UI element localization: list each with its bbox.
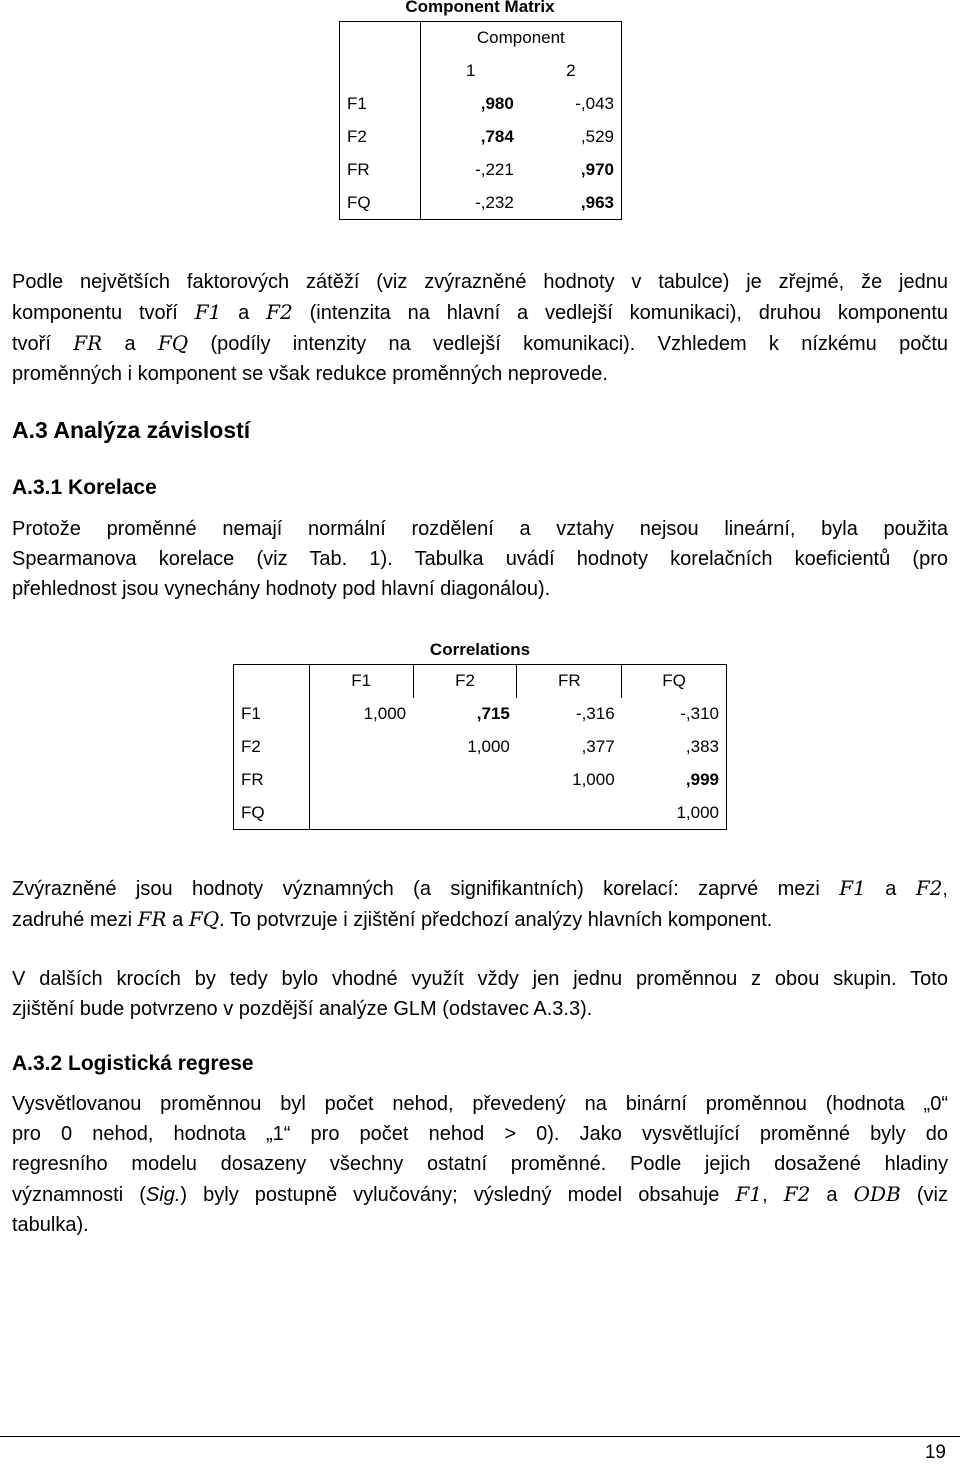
row-label: FR [234,764,310,797]
table-cell: -,221 [420,154,521,187]
table-cell: -,310 [622,698,727,731]
column-header: FQ [622,665,727,698]
table-cell: ,715 [476,704,510,723]
row-label: FR [340,154,421,187]
column-header: FR [517,665,622,698]
heading-a31: A.3.1 Korelace [12,476,157,499]
row-label: FQ [340,187,421,220]
table-cell: -,232 [420,187,521,220]
table-cell: -,316 [575,704,615,723]
table-cell: ,999 [622,764,727,797]
heading-a32: A.3.2 Logistická regrese [12,1052,254,1075]
table-cell: 1,000 [572,770,615,789]
paragraph-significant-correlations: Zvýrazněné jsou hodnoty významných (a signifikantních) korelací: zaprvé mezi F1 a F2, zadruhé mezi FR a FQ. To potvrzuje i zjištění předchozí analýzy hlavních komponent. [12,876,948,931]
table-cell: 1,000 [467,737,510,756]
column-group-header: Component [420,22,621,55]
table-cell: ,970 [521,154,622,187]
table-cell: -,043 [521,88,622,121]
heading-a3: A.3 Analýza závislostí [12,417,251,443]
component-matrix-title: Component Matrix [405,0,555,16]
row-label: F1 [234,698,310,731]
table-cell: ,963 [521,187,622,220]
table-cell: ,529 [521,121,622,154]
table-cell [517,797,622,830]
paragraph-next-steps: V dalších krocích by tedy bylo vhodné využít vždy jen jednu proměnnou z obou skupin. Toto zjištění bude potvrzeno v pozdější analýze GLM (odstavec A.3.3). [12,968,948,1020]
table-row [234,764,727,797]
page-number: 19 [924,1442,946,1463]
correlations-table [233,664,727,830]
column-header: 1 [420,55,521,88]
table-cell [309,797,413,830]
table-cell [413,764,517,797]
table-row [234,665,727,698]
table-cell: ,377 [581,737,615,756]
table-row [340,22,622,55]
table-cell: 1,000 [622,797,727,830]
column-header: F1 [309,665,413,698]
paragraph-factor-loadings: Podle největších faktorových zátěží (viz zvýrazněné hodnoty v tabulce) je zřejmé, že jednu komponentu tvoří F1 a F2 (intenzita na hlavní a vedlejší komunikaci), druhou komponentu tvoří FR a FQ (podíly intenzity na vedlejší komunikaci). Vzhledem k nízkému počtu proměnných i komponent se však redukce proměnných neprovede. [12,271,949,385]
table-row [234,698,727,731]
table-cell [413,797,517,830]
row-label: FQ [234,797,310,830]
table-cell: 1,000 [309,698,413,731]
table-row [234,731,727,764]
table-cell: ,784 [420,121,521,154]
component-matrix-table [339,21,622,220]
table-cell [309,731,413,764]
table-cell [309,764,413,797]
table-cell: ,383 [622,731,727,764]
paragraph-logistic-regression: Vysvětlovanou proměnnou byl počet nehod, převedený na binární proměnnou (hodnota „0“ pro 0 nehod, hodnota „1“ pro počet nehod > 0). Jako vysvětlující proměnné byly do regresního modelu dosazeny všechny ostatní proměnné. Podle jejich dosažené hladiny významnosti (Sig.) byly postupně vylučovány; výsledný model obsahuje F1, F2 a ODB (viz tabulka). [12,1093,948,1236]
table-row [340,187,622,220]
table-row [340,88,622,121]
row-label: F1 [340,88,421,121]
table-row [340,121,622,154]
table-row [340,154,622,187]
table-row [340,55,622,88]
column-header: 2 [521,55,622,88]
row-label: F2 [340,121,421,154]
table-row [234,797,727,830]
paragraph-correlation-intro: Protože proměnné nemají normální rozdělení a vztahy nejsou lineární, byla použita Spearmanova korelace (viz Tab. 1). Tabulka uvádí hodnoty korelačních koeficientů (pro přehlednost jsou vynechány hodnoty pod hlavní diagonálou). [12,518,948,600]
footer-divider [0,1436,960,1437]
table-cell: ,980 [420,88,521,121]
column-header: F2 [413,665,517,698]
row-label: F2 [234,731,310,764]
correlations-title: Correlations [429,640,531,659]
